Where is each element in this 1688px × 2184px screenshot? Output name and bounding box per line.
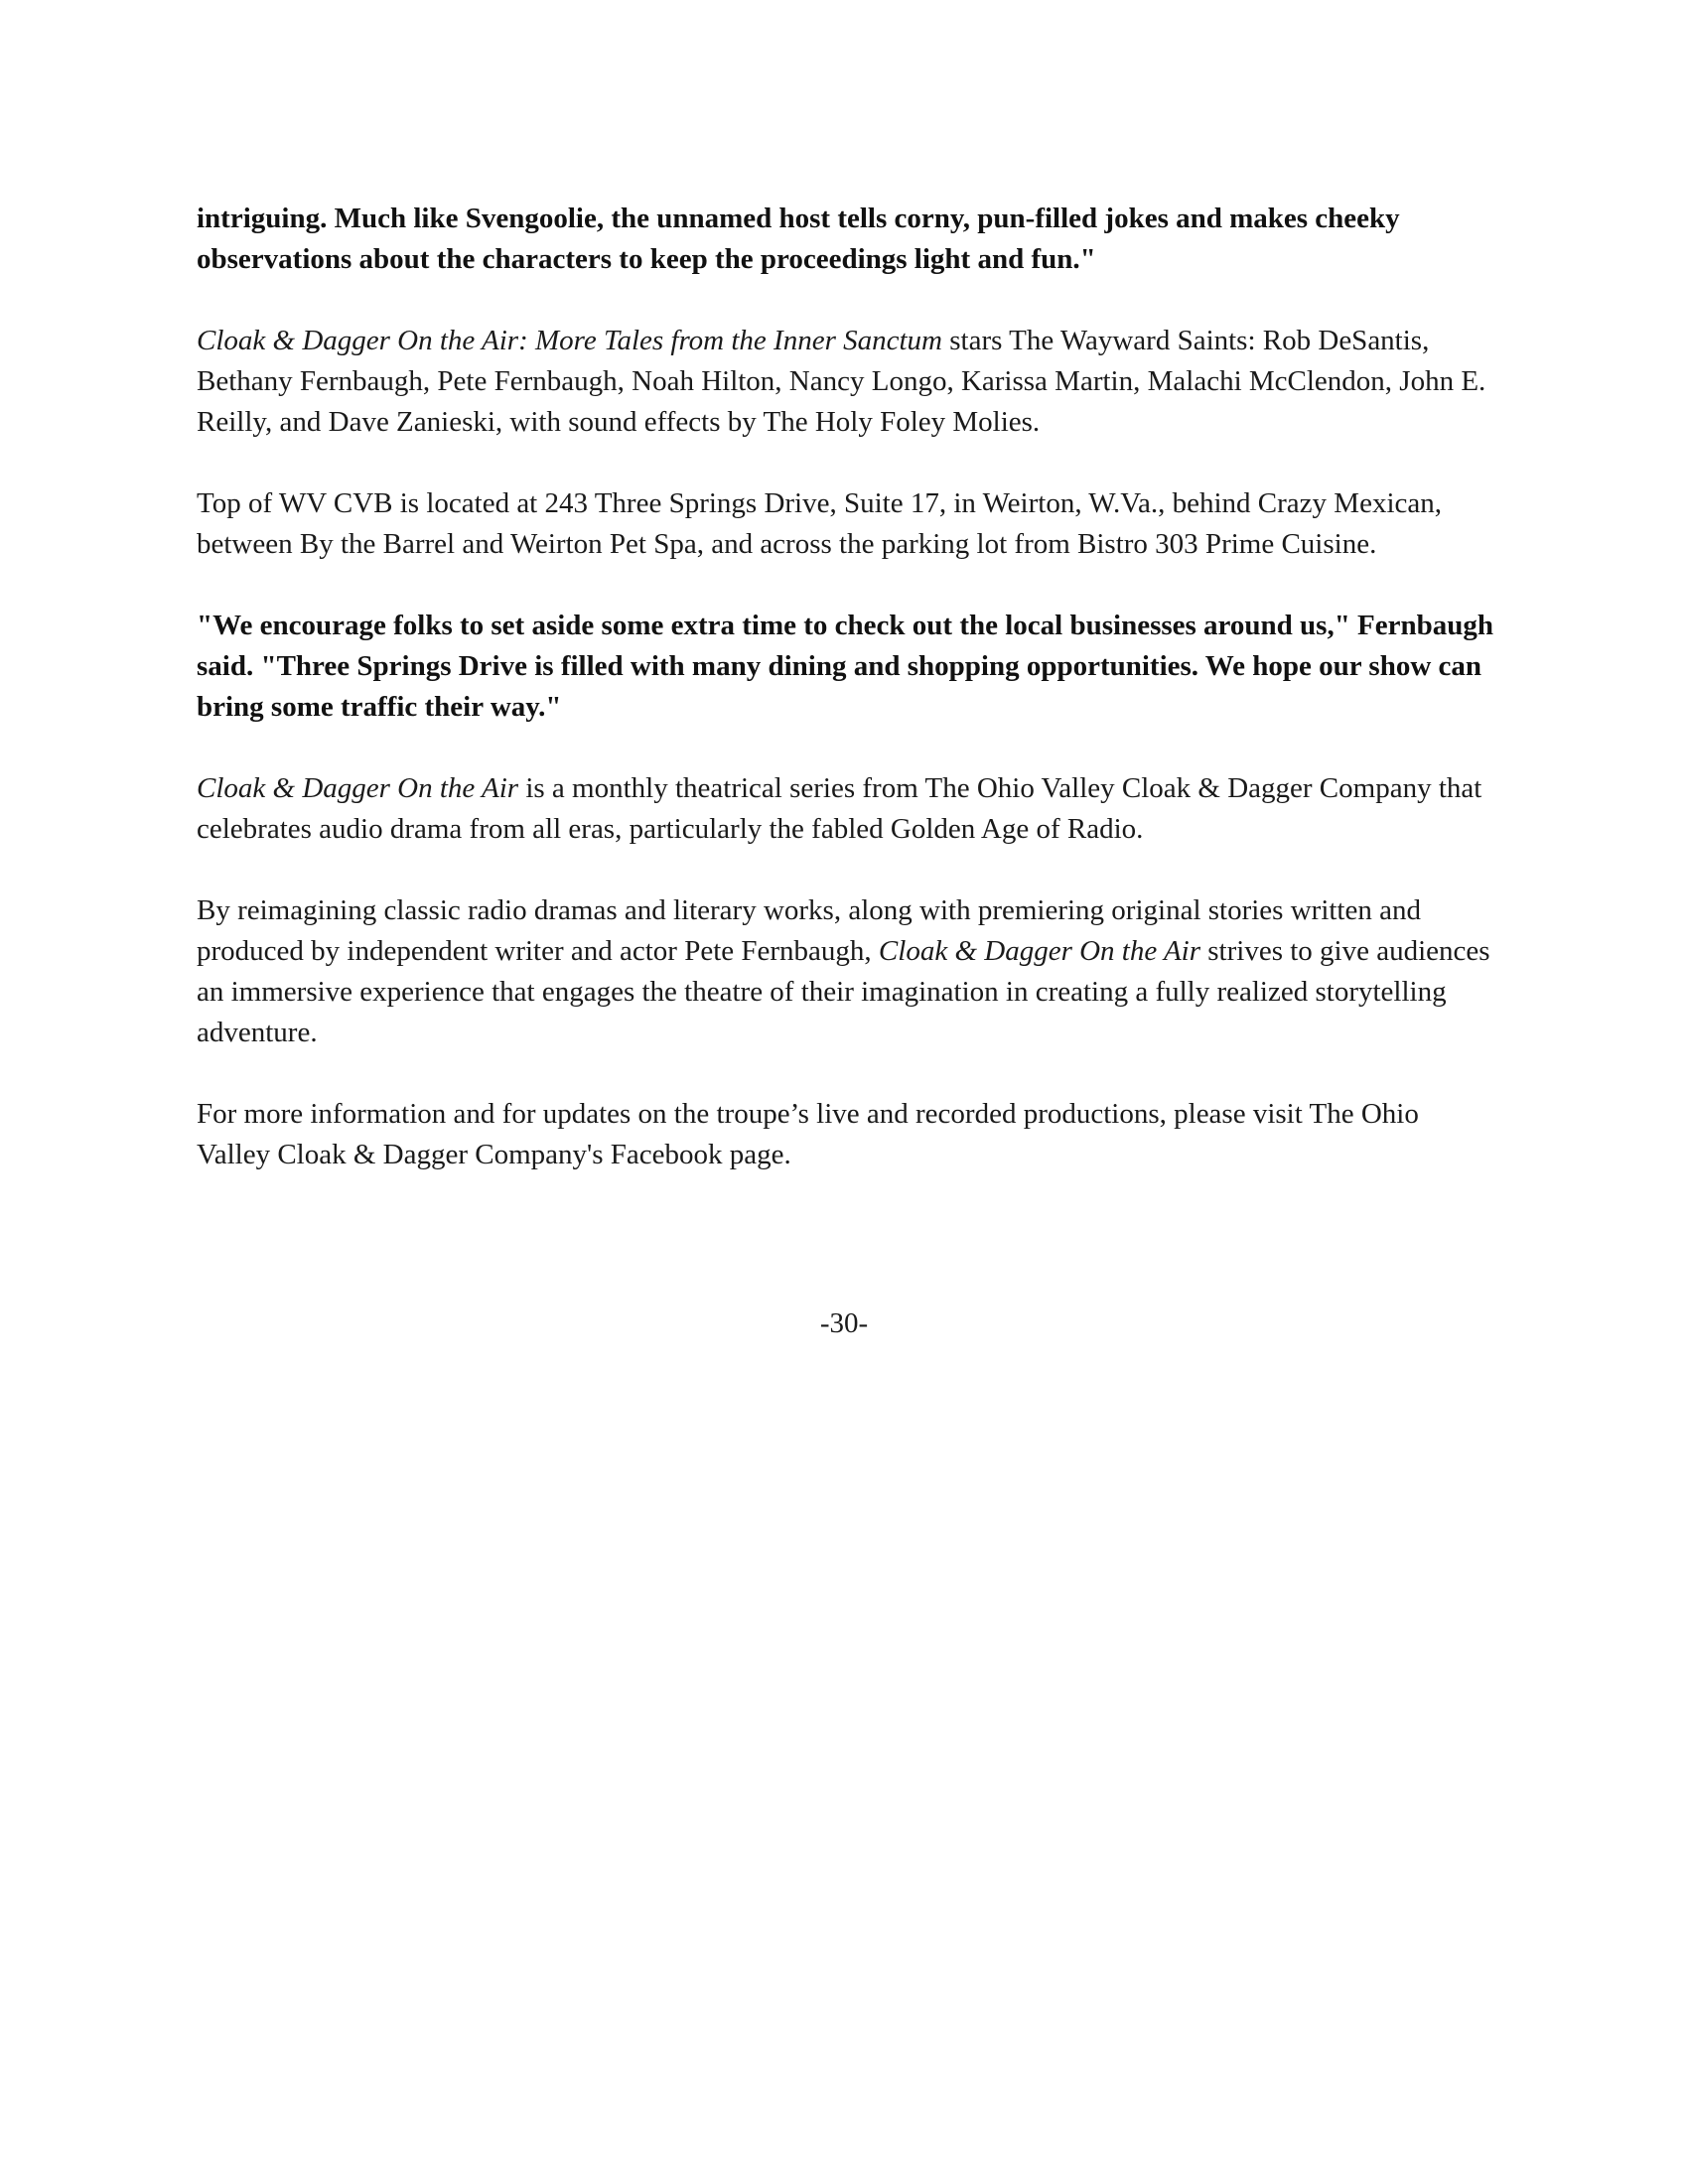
text-segment: is a monthly theatrical series from The Ohio Valley Cloak & Dagger Company that celebrates audio drama from all eras, particularly the fabled Golden Age of Radio. xyxy=(197,772,1482,845)
paragraph-series-description xyxy=(197,768,1497,850)
paragraph-mission xyxy=(197,890,1497,1053)
press-release-body xyxy=(197,199,1497,1216)
paragraph-cast xyxy=(197,321,1497,443)
text-segment: stars The Wayward Saints: Rob DeSantis, Bethany Fernbaugh, Pete Fernbaugh, Noah Hilton, Nancy Longo, Karissa Martin, Malachi McClendon, John E. Reilly, and Dave Zanieski, with sound effects by The Holy Foley Molies. xyxy=(197,325,1486,438)
end-mark: -30- xyxy=(819,1307,869,1339)
paragraph-local-business-quote xyxy=(197,606,1497,728)
text-segment: strives to give audiences an immersive experience that engages the theatre of their imagination in creating a fully realized storytelling adventure. xyxy=(197,935,1490,1048)
series-title-italic: Cloak & Dagger On the Air xyxy=(197,772,519,804)
text-segment: intriguing. Much like Svengoolie, the unnamed host tells corny, pun-filled jokes and makes cheeky observations about the characters to keep the proceedings light and fun." xyxy=(197,203,1400,275)
paragraph-location xyxy=(197,483,1497,565)
paragraph-more-info xyxy=(197,1094,1497,1175)
text-segment: "We encourage folks to set aside some extra time to check out the local businesses around us," Fernbaugh said. "Three Springs Drive is filled with many dining and shopping opportunities. We hope our show can bring some traffic their way." xyxy=(197,610,1494,723)
text-segment: By reimagining classic radio dramas and literary works, along with premiering original stories written and produced by independent writer and actor Pete Fernbaugh, xyxy=(197,894,1421,967)
paragraph-host-quote-end xyxy=(197,199,1497,280)
show-title-italic: Cloak & Dagger On the Air: More Tales from the Inner Sanctum xyxy=(197,325,942,356)
text-segment: For more information and for updates on the troupe’s live and recorded productions, please visit The Ohio Valley Cloak & Dagger Company's Facebook page. xyxy=(197,1098,1419,1170)
series-title-italic: Cloak & Dagger On the Air xyxy=(878,935,1201,967)
text-segment: Top of WV CVB is located at 243 Three Springs Drive, Suite 17, in Weirton, W.Va., behind Crazy Mexican, between By the Barrel and Weirton Pet Spa, and across the parking lot from Bistro 303 Prime Cuisine. xyxy=(197,487,1442,560)
